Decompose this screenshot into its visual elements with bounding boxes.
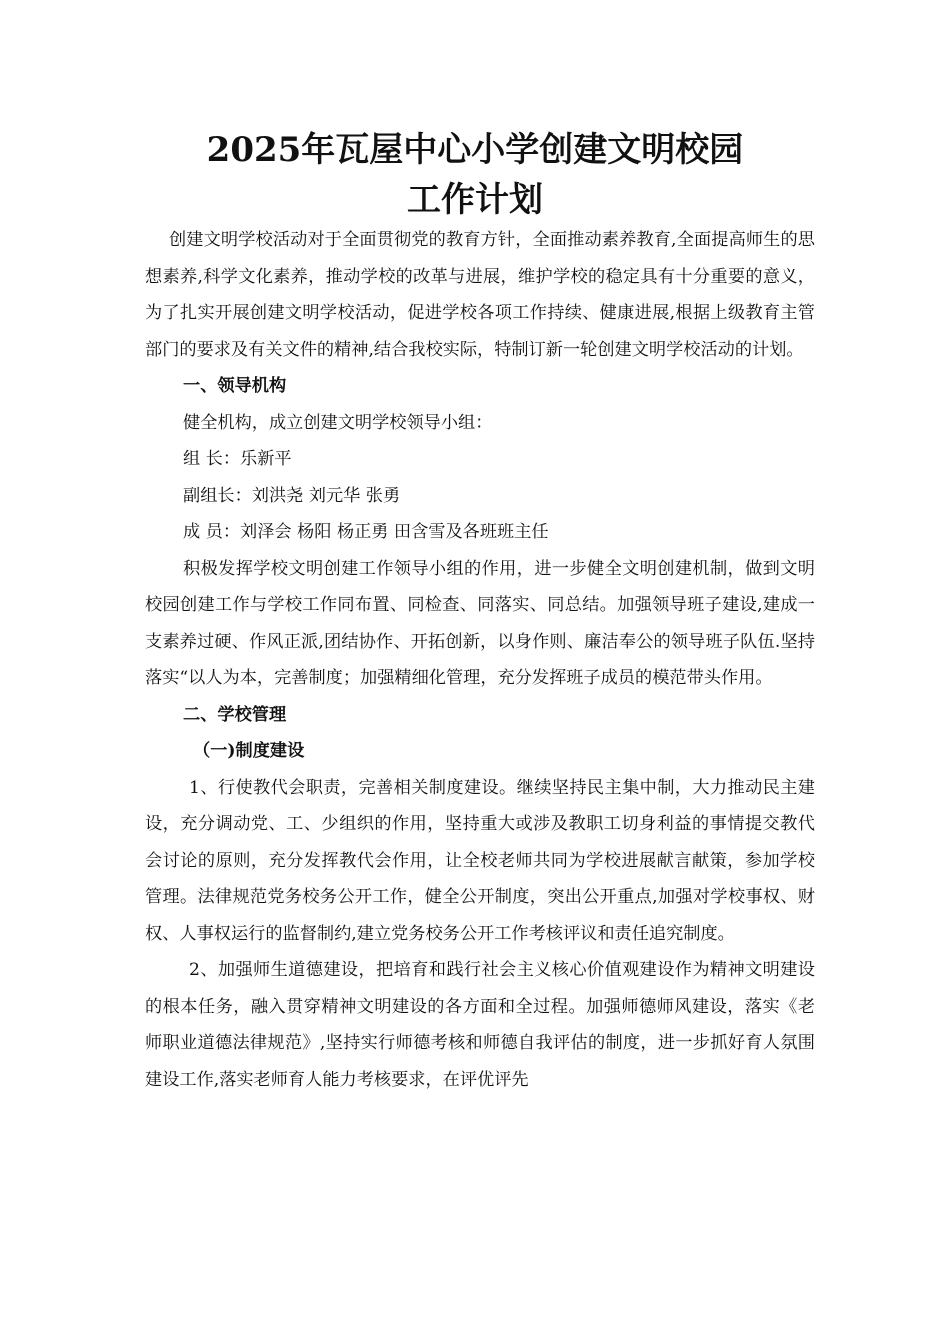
intro-paragraph: 创建文明学校活动对于全面贯彻党的教育方针，全面推动素养教育,全面提高师生的思想素养,科学文化素养，推动学校的改革与进展，维护学校的稳定具有十分重要的意义，为了扎实开展创建文明学校活动，促进学校各项工作持续、健康进展,根据上级教育主管部门的要求及有关文件的精神,结合我校实际，特制订新一轮创建文明学校活动的计划。 <box>145 230 815 360</box>
item1-paragraph: 1、行使教代会职责，完善相关制度建设。继续坚持民主集中制，大力推动民主建设，充分调动党、工、少组织的作用，坚持重大或涉及教职工切身利益的事情提交教代会讨论的原则，充分发挥教代会作用，让全校老师共同为学校进展献言献策，参加学校管理。法律规范党务校务公开工作，健全公开制度，突出公开重点,加强对学校事权、财权、人事权运行的监督制约,建立党务校务公开工作考核评议和责任追究制度。 <box>145 777 815 944</box>
members-line: 成 员：刘泽会 杨阳 杨正勇 田含雪及各班班主任 <box>183 522 549 542</box>
deputy-line: 副组长：刘洪尧 刘元华 张勇 <box>183 485 401 506</box>
section1-heading: 一、领导机构 <box>183 376 287 396</box>
section1-line1: 健全机构，成立创建文明学校领导小组： <box>183 412 493 433</box>
document-title-line1: 2025年瓦屋中心小学创建文明校园 <box>206 130 744 170</box>
document-title-line2: 工作计划 <box>407 180 543 220</box>
section1-paragraph: 积极发挥学校文明创建工作领导小组的作用，进一步健全文明创建机制，做到文明校园创建工作与学校工作同布置、同检查、同落实、同总结。加强领导班子建设,建成一支素养过硬、作风正派,团结协作、开拓创新，以身作则、廉洁奉公的领导班子队伍.坚持落实“以人为本，完善制度；加强精细化管理，充分发挥班子成员的模范带头作用。 <box>145 558 815 688</box>
section2-heading: 二、学校管理 <box>183 704 287 725</box>
leader-line: 组 长：乐新平 <box>183 449 292 469</box>
item2-paragraph: 2、加强师生道德建设，把培育和践行社会主义核心价值观建设作为精神文明建设的根本任务，融入贯穿精神文明建设的各方面和全过程。加强师德师风建设，落实《老师职业道德法律规范》,坚持实行师德考核和师德自我评估的制度，进一步抓好育人氛围建设工作,落实老师育人能力考核要求，在评优评先 <box>145 960 815 1090</box>
subsection1-heading: （一)制度建设 <box>193 741 305 761</box>
document-body <box>145 222 815 1098</box>
